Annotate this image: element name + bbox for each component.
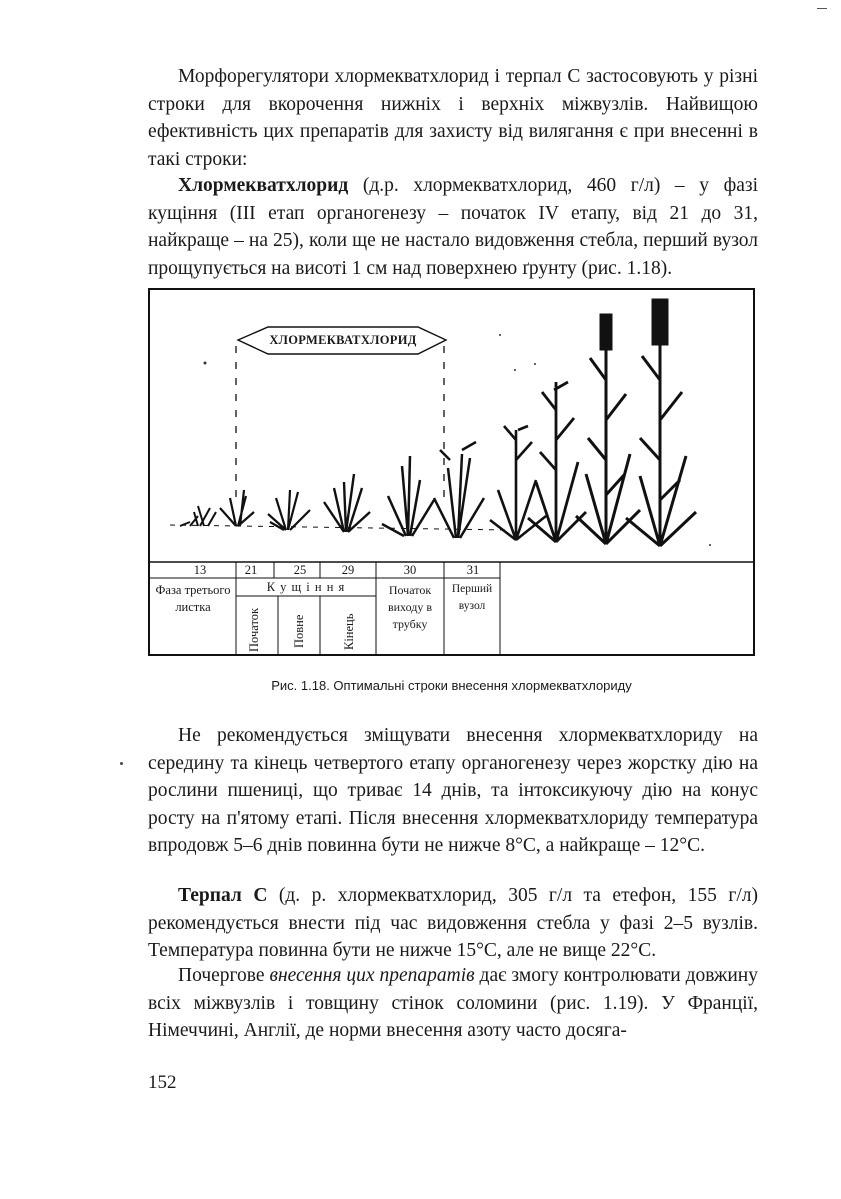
tillering-full: Повне	[292, 614, 306, 648]
code-21: 21	[244, 563, 258, 577]
code-25: 25	[293, 563, 307, 577]
plant-stage-30	[382, 456, 434, 536]
plant-stage-25	[268, 490, 310, 530]
term-chlormequat: Хлормекватхлорид	[178, 175, 349, 196]
tillering-label: К у щ і н н я	[266, 580, 346, 594]
paragraph-not-recommended: Не рекомендується зміщувати внесення хлормекватхлориду на середину та кінець четвертого етапу органогенезу через жорстку дію на рослини пшениці, що триває 14 днів, та інтоксикуючу дію на конус росту на п'ятому етапі. Після внесення хлормекватхлориду температура впродовж 5–6 днів повинна бути не нижче 8°С, а найкраще – 12°С.	[148, 725, 758, 856]
tillering-start: Початок	[247, 607, 261, 652]
tillering-end: Кінець	[342, 613, 356, 650]
phase-third-leaf: Фаза третього листка	[155, 583, 231, 614]
paragraph-alternate: Почергове внесення цих препаратів дає змогу контролювати довжину всіх міжвузлів і товщину стінок соломини (рис. 1.19). У Франції, Німеччині, Англії, де норми внесення азоту часто досяга-	[148, 965, 758, 1041]
plant-stage-51	[626, 300, 696, 546]
code-13: 13	[193, 563, 207, 577]
paragraph-chlormequat: Хлормекватхлорид (д.р. хлормекватхлорид, 460 г/л) – у фазі кущіння (ІІІ етап органогенезу – початок IV етапу, від 21 до 31, найкраще – на 25), коли ще не настало видовження стебла, перший вузол прощупується на висоті 1 см над поверхнею ґрунту (рис. 1.18).	[148, 175, 758, 279]
italic-phrase: внесення цих препаратів	[269, 965, 475, 986]
margin-speck	[120, 762, 123, 765]
plant-stage-29	[324, 474, 370, 532]
first-node-label: Перший вузол	[451, 583, 493, 612]
code-29: 29	[341, 563, 355, 577]
paragraph-terpal: Терпал С (д. р. хлормекватхлорид, 305 г/л та етефон, 155 г/л) рекомендується внести під час видовження стебла у фазі 2–5 вузлів. Температура повинна бути не нижче 15°С, але не вище 22°С.	[148, 885, 758, 961]
banner-label: ХЛОРМЕКВАТХЛОРИД	[269, 333, 417, 347]
plant-stage-13	[180, 506, 216, 526]
plant-stage-37	[576, 315, 640, 544]
term-terpal: Терпал С	[178, 885, 268, 906]
code-31: 31	[466, 563, 480, 577]
corner-mark	[817, 8, 827, 9]
paragraph-intro: Морфорегулятори хлормекватхлорид і терпал С застосовують у різні строки для вкорочення нижніх і верхніх міжвузлів. Найвищою ефективність цих препаратів для захисту від вилягання є при внесенні в такі строки:	[148, 66, 758, 170]
figure-1-18	[148, 288, 755, 656]
page-number: 152	[148, 1072, 177, 1093]
figure-caption: Рис. 1.18. Оптимальні строки внесення хлормекватхлориду	[271, 678, 632, 693]
tube-start-label: Початок виходу в трубку	[387, 583, 433, 631]
plant-stage-21	[220, 490, 254, 526]
code-30: 30	[403, 563, 417, 577]
plant-stage-31	[434, 442, 484, 538]
